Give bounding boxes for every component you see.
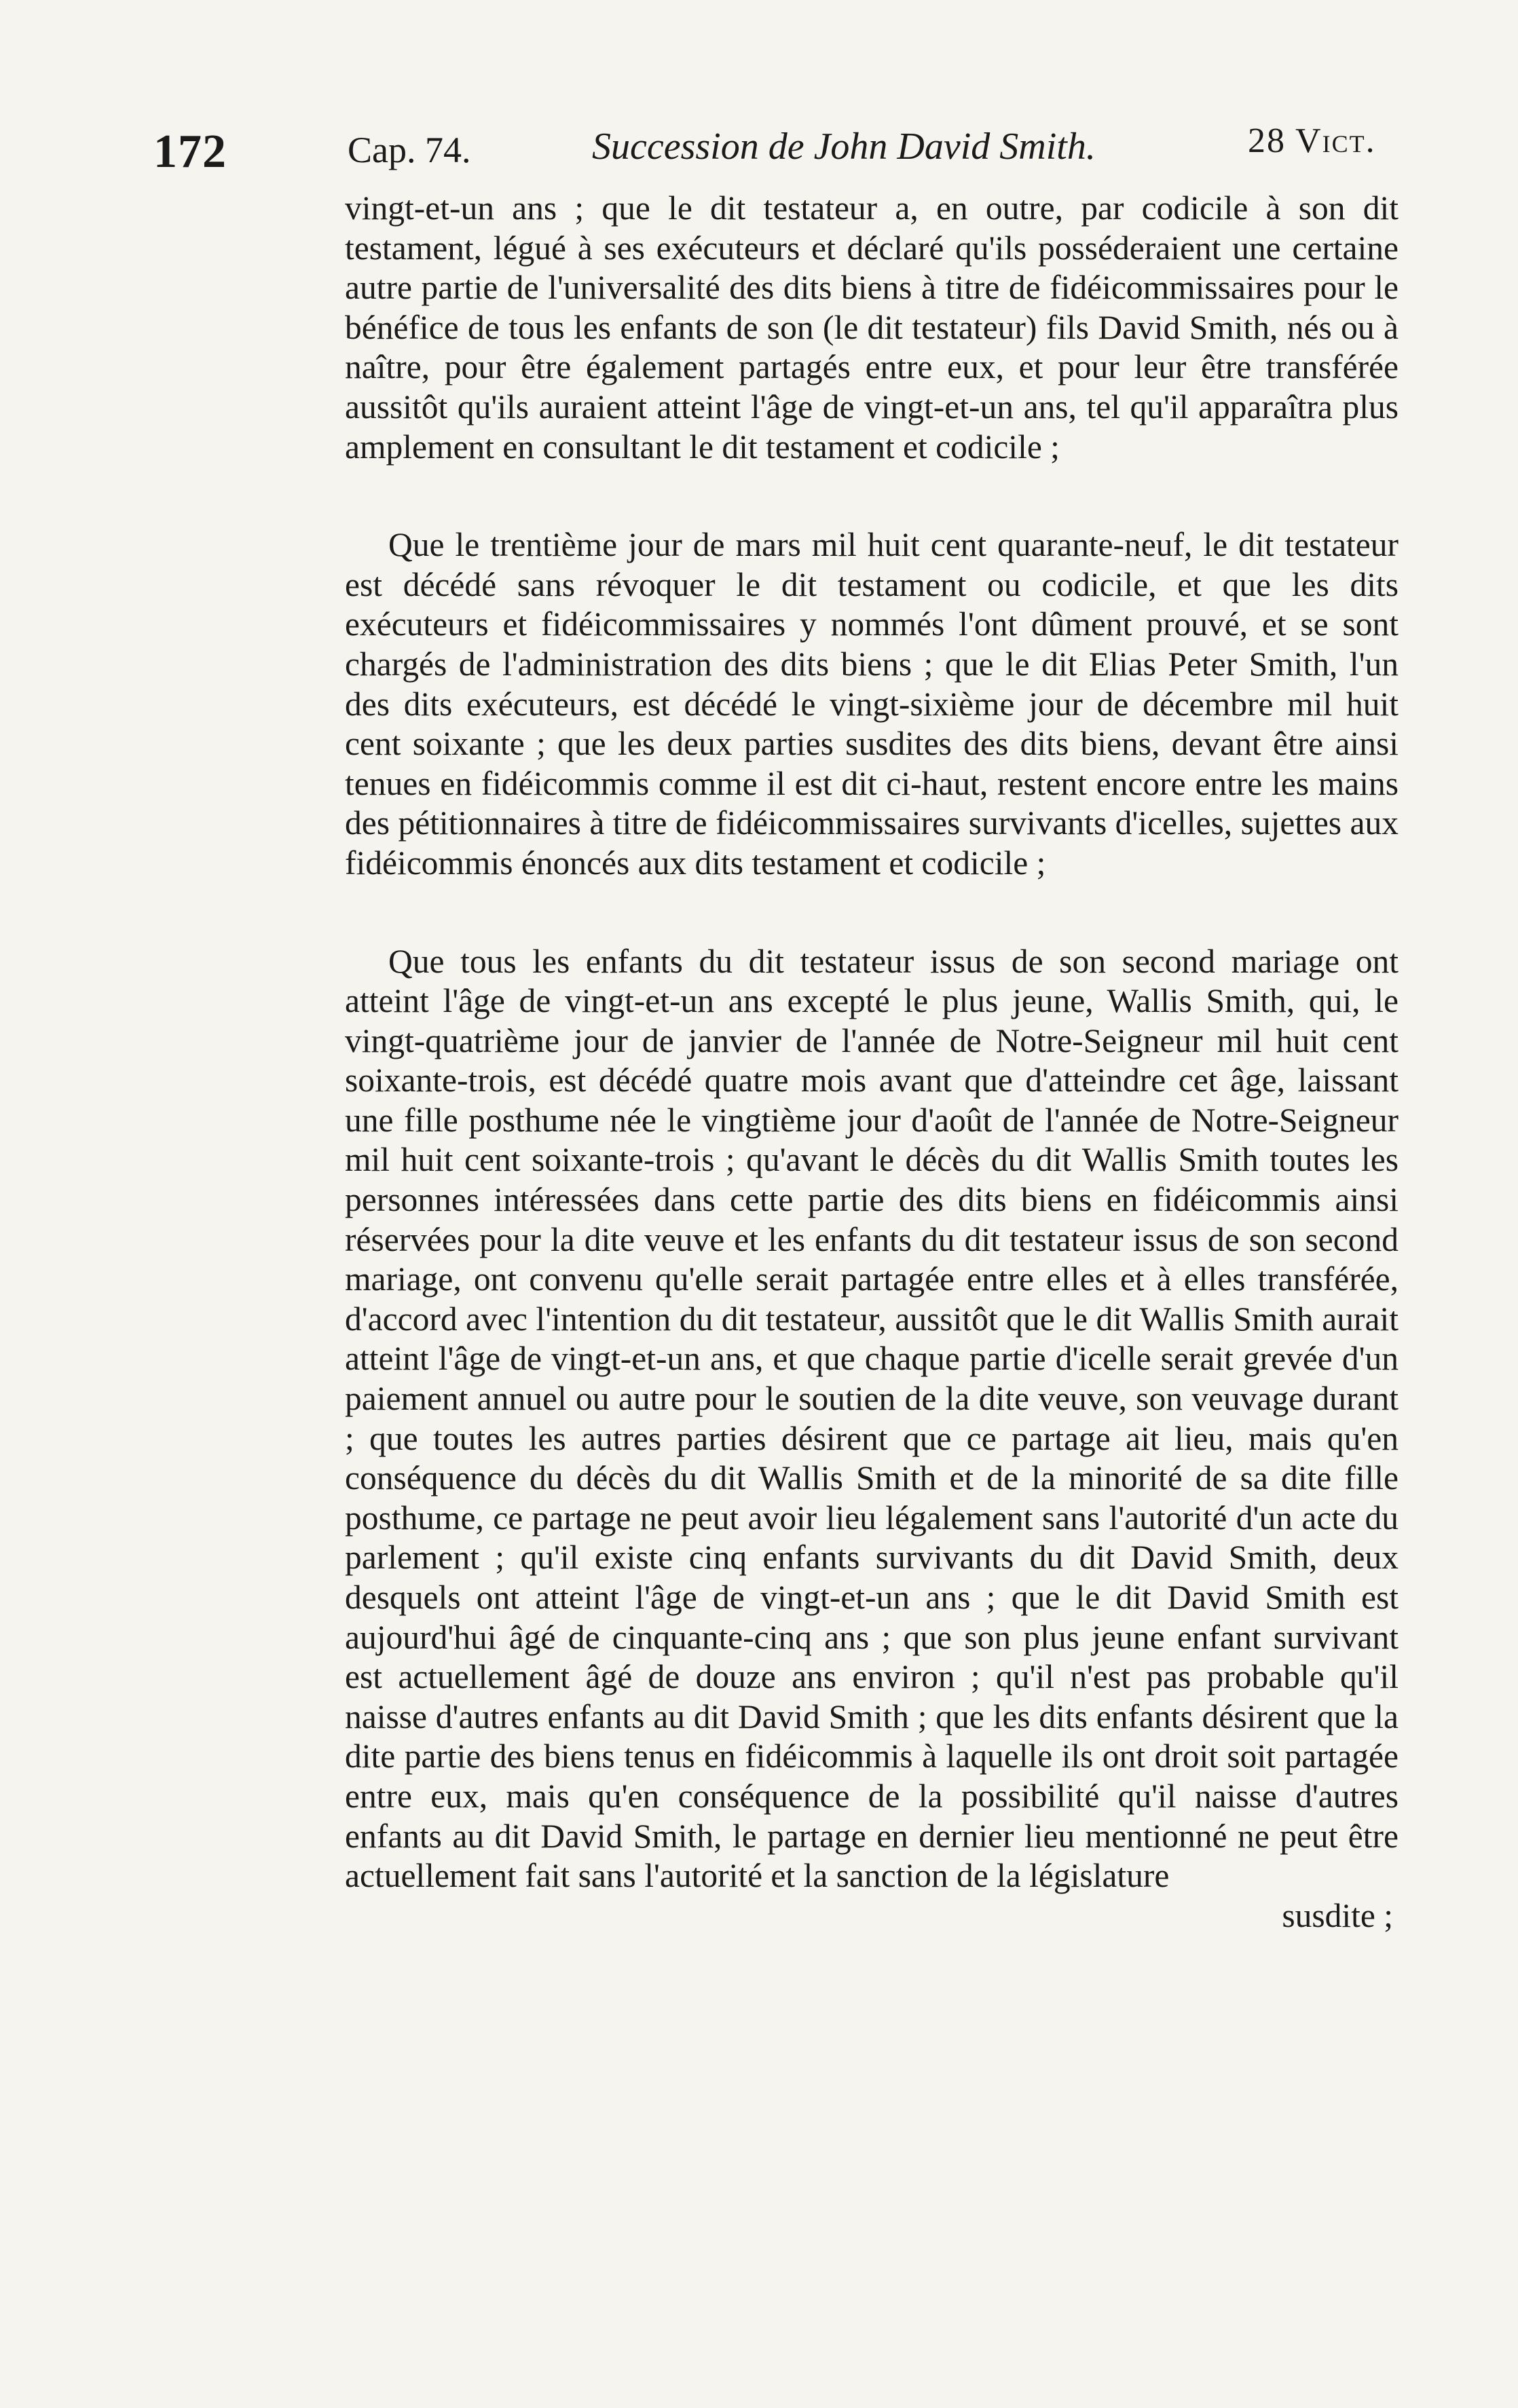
running-title: Succession de John David Smith. <box>592 126 1096 168</box>
final-fragment: susdite ; <box>1282 1896 1393 1934</box>
chapter-label: Cap. 74. <box>348 130 471 170</box>
paragraph-1: vingt-et-un ans ; que le dit testateur a, en outre, par codicile à son dit testament, légué à ses exécuteurs et déclaré qu'ils posséderaient une certaine autre partie de l'universalité des dits biens à titre de fidéicommissaires pour le bénéfice de tous les enfants de son (le dit testateur) fils David Smith, nés ou à naître, pour être également partagés entre eux, et pour leur être transférée aussitôt qu'ils auraient atteint l'âge de vingt-et-un ans, tel qu'il apparaîtra plus amplement en consultant le dit testament et codicile ; <box>345 189 1399 466</box>
regnal-year-text: 28 Vict. <box>1248 121 1376 160</box>
paragraph-3: Que tous les enfants du dit testateur issus de son second mariage ont atteint l'âge de vingt-et-un ans excepté le plus jeune, Wallis Smith, qui, le vingt-quatrième jour de janvier de l'année de Notre-Seigneur mil huit cent soixante-trois, est décédé quatre mois avant que d'atteindre cet âge, laissant une fille posthume née le vingtième jour d'août de l'année de Notre-Seigneur mil huit cent soixante-trois ; qu'avant le décès du dit Wallis Smith toutes les personnes intéressées dans cette partie des dits biens en fidéicommis ainsi réservées pour la dite veuve et les enfants du dit testateur issus de son second mariage, ont convenu qu'elle serait partagée entre elles et à elles transférée, d'accord avec l'intention du dit testateur, aussitôt que le dit Wallis Smith aurait atteint l'âge de vingt-et-un ans, et que chaque partie d'icelle serait grevée d'un paiement annuel ou autre pour le soutien de la dite veuve, son veuvage durant ; que toutes les autres parties désirent que ce partage ait lieu, mais qu'en conséquence du décès du dit Wallis Smith et de la minorité de sa dite fille posthume, ce partage ne peut avoir lieu légalement sans l'autorité d'un acte du parlement ; qu'il existe cinq enfants survivants du dit David Smith, deux desquels ont atteint l'âge de vingt-et-un ans ; que le dit David Smith est aujourd'hui âgé de cinquante-cinq ans ; que son plus jeune enfant survivant est actuellement âgé de douze ans environ ; qu'il n'est pas probable qu'il naisse d'autres enfants au dit David Smith ; que les dits enfants désirent que la dite partie des biens tenus en fidéicommis à laquelle ils ont droit soit partagée entre eux, mais qu'en conséquence de la possibilité qu'il naisse d'autres enfants au dit David Smith, le partage en dernier lieu mentionné ne peut être actuellement fait sans l'autorité et la sanction de la législature <box>345 942 1399 1895</box>
regnal-year <box>1248 121 1376 161</box>
page-number: 172 <box>153 126 227 178</box>
body-text <box>345 189 1399 1936</box>
running-header <box>0 121 1518 182</box>
paragraph-2: Que le trentième jour de mars mil huit cent quarante-neuf, le dit testateur est décédé sans révoquer le dit testament ou codicile, et que les dits exécuteurs et fidéicommissaires y nommés l'ont dûment prouvé, et se sont chargés de l'administration des dits biens ; que le dit Elias Peter Smith, l'un des dits exécuteurs, est décédé le vingt-sixième jour de décembre mil huit cent soixante ; que les deux parties susdites des dits biens, devant être ainsi tenues en fidéicommis comme il est dit ci-haut, restent encore entre les mains des pétitionnaires à titre de fidéicommissaires survivants d'icelles, sujettes aux fidéicommis énoncés aux dits testament et codicile ; <box>345 526 1399 882</box>
